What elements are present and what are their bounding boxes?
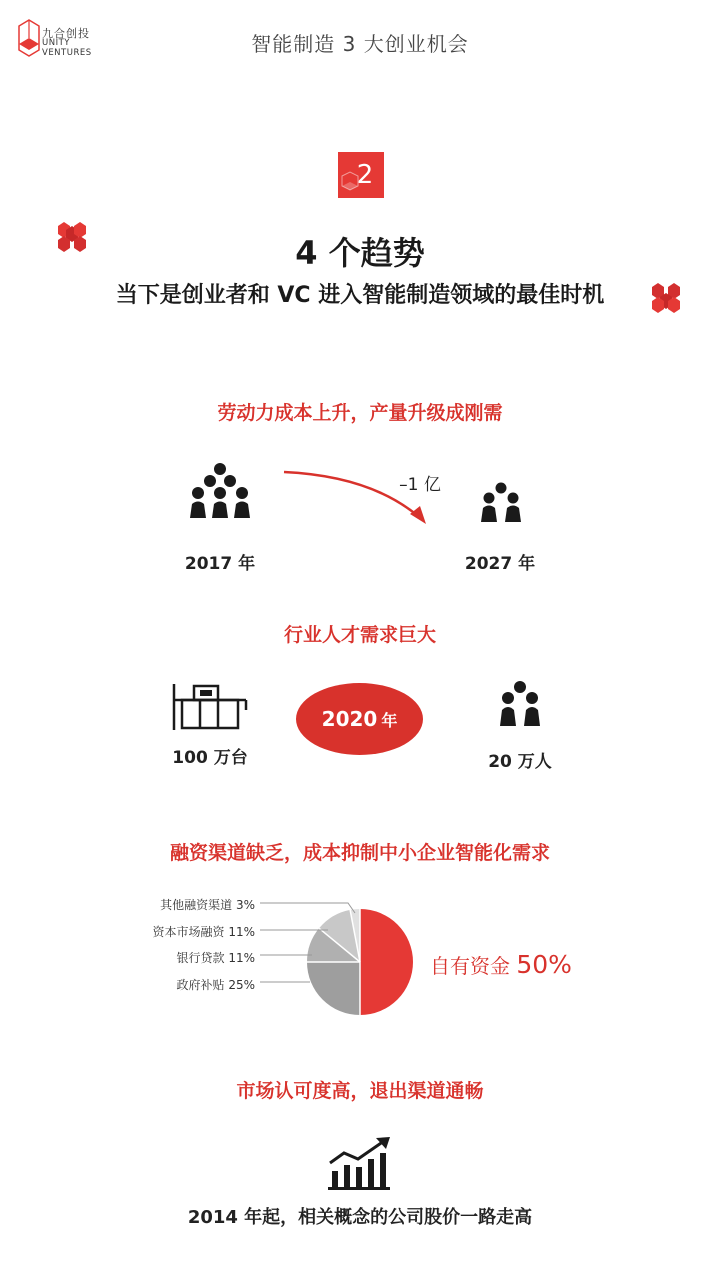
pie-label-capital-market: 资本市场融资 11% — [152, 925, 255, 939]
people-pair-icon — [478, 482, 524, 524]
pie-slice-government — [307, 962, 360, 1015]
machines-count: 100 万台 — [172, 748, 248, 768]
page-title: 智能制造 3 大创业机会 — [251, 32, 469, 56]
pie-label-other: 其他融资渠道 3% — [160, 898, 255, 912]
bar-chart-up-icon — [326, 1135, 394, 1191]
own-funds-pct: 50% — [516, 950, 572, 979]
logo-en-line1: UNITY — [42, 38, 70, 48]
labor-change: –1 亿 — [399, 475, 441, 495]
pie-label-bank-loan: 银行贷款 11% — [176, 951, 255, 965]
talent-section-title: 行业人才需求巨大 — [283, 624, 436, 646]
trend-title: 4 个趋势 — [295, 234, 425, 272]
logo-en-line2: VENTURES — [42, 48, 92, 58]
year-2020-badge — [296, 683, 423, 755]
financing-section-title: 融资渠道缺乏，成本抑制中小企业智能化需求 — [169, 842, 550, 864]
pie-label-own-funds — [430, 950, 572, 979]
own-funds-label: 自有资金 — [430, 954, 510, 978]
section-number-badge — [338, 152, 384, 198]
people-pair-icon — [497, 680, 543, 728]
pie-label-government: 政府补贴 25% — [176, 978, 255, 992]
talent-year: 2020 — [321, 707, 378, 731]
talent-year-unit: 年 — [381, 711, 398, 730]
people-group-icon — [188, 462, 252, 522]
section-number: 2 — [356, 160, 374, 190]
labor-year-end: 2027 年 — [464, 554, 536, 574]
machine-icon — [170, 680, 250, 732]
trend-subtitle: 当下是创业者和 VC 进入智能制造领域的最佳时机 — [115, 283, 605, 308]
labor-section-title: 劳动力成本上升，产量升级成刚需 — [217, 402, 503, 424]
market-description: 2014 年起，相关概念的公司股价一路走高 — [187, 1207, 533, 1228]
market-section-title: 市场认可度高，退出渠道通畅 — [236, 1080, 484, 1102]
pie-slice-own-funds — [360, 909, 413, 1015]
people-count: 20 万人 — [488, 752, 552, 772]
logo-chinese-text: 九合创投 — [42, 27, 90, 40]
labor-year-start: 2017 年 — [184, 554, 256, 574]
